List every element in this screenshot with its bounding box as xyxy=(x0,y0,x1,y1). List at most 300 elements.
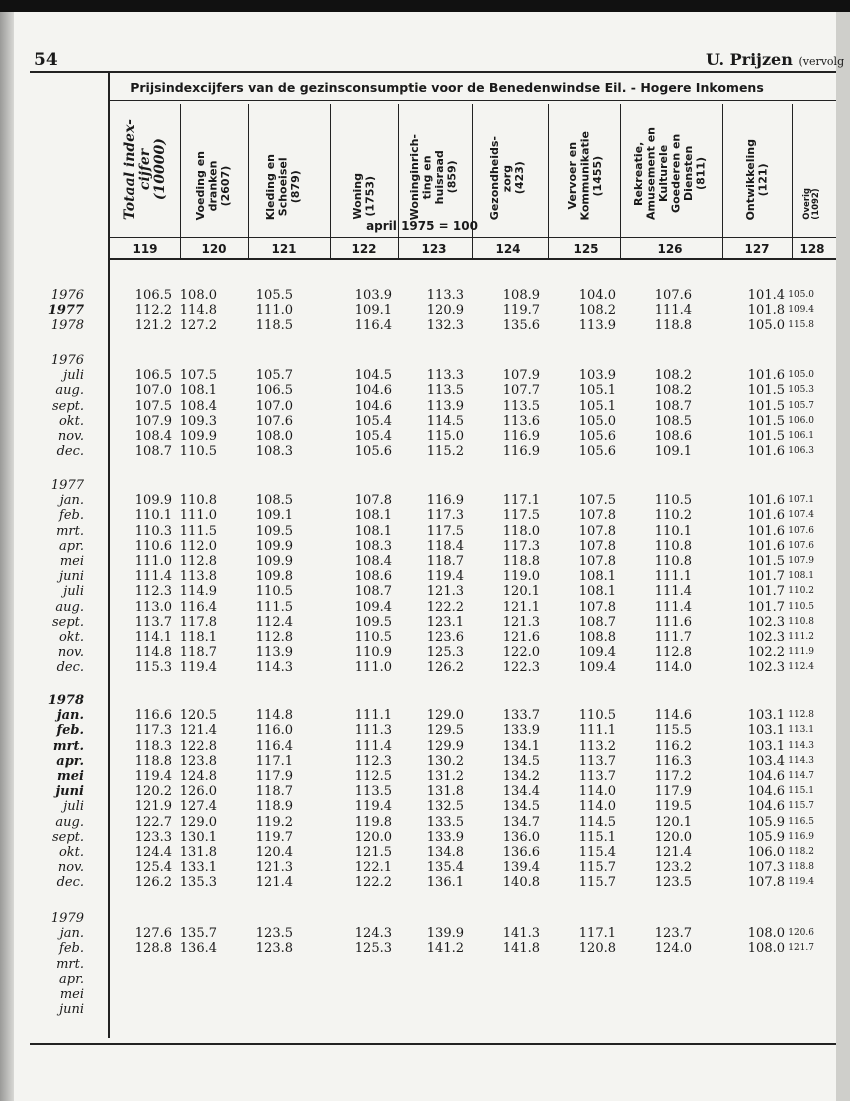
cell-col-125: 108.8 xyxy=(578,630,616,645)
table-row xyxy=(0,554,836,569)
cell-col-119: 115.3 xyxy=(134,660,172,676)
cell-col-119: 107.9 xyxy=(134,413,172,429)
cell-col-119: 112.3 xyxy=(134,584,172,600)
cell-col-124: 116.9 xyxy=(502,429,540,444)
table-row xyxy=(0,508,836,523)
cell-col-123: 132.3 xyxy=(426,318,464,334)
cell-col-121: 114.8 xyxy=(255,708,293,724)
cell-col-119: 114.8 xyxy=(134,645,172,661)
cell-col-122: 104.5 xyxy=(354,368,392,384)
cell-col-120: 129.0 xyxy=(179,814,217,830)
column-divider xyxy=(330,104,331,258)
column-header-119 xyxy=(110,104,180,220)
cell-col-121: 108.5 xyxy=(255,493,293,509)
cell-col-125: 115.7 xyxy=(578,860,616,876)
cell-col-126: 115.5 xyxy=(654,723,692,739)
table-row xyxy=(0,784,836,799)
table-row xyxy=(0,860,836,875)
cell-col-124: 107.7 xyxy=(502,383,540,399)
cell-col-127: 101.4 xyxy=(747,288,785,303)
cell-col-123: 122.2 xyxy=(426,599,464,615)
cell-col-122: 108.1 xyxy=(354,508,392,524)
row-label: mrt. xyxy=(56,523,84,539)
row-label: mei xyxy=(59,987,84,1002)
table-title: Prijsindexcijfers van de gezinsconsumptie voor de Benedenwindse Eil. - Hogere Inkomens xyxy=(130,80,764,95)
cell-col-128: 106.1 xyxy=(788,431,814,441)
cell-col-128: 112.4 xyxy=(788,662,814,673)
cell-col-123: 120.9 xyxy=(426,303,464,319)
cell-col-121: 112.8 xyxy=(255,630,293,645)
cell-col-124: 134.1 xyxy=(502,738,540,754)
running-head-title: U. Prijzen xyxy=(706,50,793,69)
cell-col-120: 113.8 xyxy=(179,569,217,585)
cell-col-119: 106.5 xyxy=(134,368,172,384)
cell-col-124: 133.7 xyxy=(502,708,540,724)
cell-col-127: 103.1 xyxy=(747,738,785,754)
cell-col-126: 118.8 xyxy=(654,318,692,334)
cell-col-119: 121.9 xyxy=(134,799,172,815)
cell-col-127: 103.1 xyxy=(747,723,785,739)
table-row xyxy=(0,368,836,383)
row-label: juli xyxy=(63,799,84,815)
cell-col-125: 108.7 xyxy=(578,614,616,630)
cell-col-123: 141.2 xyxy=(426,941,464,957)
cell-col-127: 101.6 xyxy=(747,493,785,509)
cell-col-123: 113.3 xyxy=(426,288,464,303)
row-label: dec. xyxy=(56,660,84,676)
cell-col-121: 118.9 xyxy=(255,799,293,815)
cell-col-122: 120.0 xyxy=(354,829,392,845)
cell-col-121: 106.5 xyxy=(255,383,293,399)
cell-col-122: 108.4 xyxy=(354,554,392,569)
table-row xyxy=(0,708,836,723)
column-header-122 xyxy=(330,104,398,220)
cell-col-123: 118.4 xyxy=(426,538,464,554)
section-year-label: 1976 xyxy=(50,353,84,368)
cell-col-125: 108.1 xyxy=(578,584,616,600)
column-header-124 xyxy=(472,104,544,220)
cell-col-121: 111.0 xyxy=(255,303,293,319)
cell-col-126: 111.1 xyxy=(654,569,692,585)
cell-col-121: 108.0 xyxy=(255,429,293,444)
cell-col-125: 111.1 xyxy=(578,723,616,739)
cell-col-127: 106.0 xyxy=(747,845,785,860)
cell-col-127: 101.5 xyxy=(747,429,785,444)
cell-col-128: 109.4 xyxy=(788,305,814,316)
cell-col-122: 112.5 xyxy=(354,769,392,784)
cell-col-121: 113.9 xyxy=(255,645,293,661)
cell-col-127: 101.5 xyxy=(747,383,785,399)
cell-col-122: 111.4 xyxy=(354,738,392,754)
cell-col-121: 109.9 xyxy=(255,554,293,569)
cell-col-123: 129.9 xyxy=(426,738,464,754)
cell-col-119: 118.3 xyxy=(134,738,172,754)
cell-col-124: 134.2 xyxy=(502,769,540,784)
cell-col-127: 101.5 xyxy=(747,398,785,414)
column-header-label: Woning (1753) xyxy=(350,173,376,220)
table-row xyxy=(0,754,836,769)
cell-col-128: 106.0 xyxy=(788,415,814,426)
cell-col-120: 116.4 xyxy=(179,599,217,615)
cell-col-124: 118.8 xyxy=(502,554,540,569)
column-number: 120 xyxy=(201,242,227,256)
cell-col-121: 119.7 xyxy=(255,829,293,845)
cell-col-120: 124.8 xyxy=(179,769,217,784)
cell-col-127: 102.3 xyxy=(747,614,785,630)
cell-col-120: 130.1 xyxy=(179,829,217,845)
cell-col-119: 111.0 xyxy=(134,554,172,569)
cell-col-122: 109.4 xyxy=(354,599,392,615)
cell-col-123: 115.0 xyxy=(426,429,464,444)
cell-col-128: 107.1 xyxy=(788,495,814,506)
cell-col-124: 141.3 xyxy=(502,926,540,942)
cell-col-128: 105.0 xyxy=(788,370,814,381)
cell-col-119: 108.7 xyxy=(134,444,172,460)
row-label: nov. xyxy=(57,429,84,444)
column-number: 121 xyxy=(271,242,297,256)
cell-col-125: 115.4 xyxy=(578,845,616,860)
cell-col-123: 132.5 xyxy=(426,799,464,815)
cell-col-128: 105.7 xyxy=(788,400,814,411)
column-header-label: Rekreatie, Amusement en Kulturele Goederen en Diensten (811) xyxy=(631,127,707,220)
cell-col-120: 121.4 xyxy=(179,723,217,739)
cell-col-120: 112.8 xyxy=(179,554,217,569)
cell-col-128: 113.1 xyxy=(788,725,814,736)
cell-col-120: 111.0 xyxy=(179,508,217,524)
cell-col-128: 110.8 xyxy=(788,616,814,627)
cell-col-124: 135.6 xyxy=(502,318,540,334)
cell-col-124: 116.9 xyxy=(502,444,540,460)
cell-col-119: 106.5 xyxy=(134,288,172,303)
cell-col-127: 102.2 xyxy=(747,645,785,661)
table-row xyxy=(0,815,836,830)
cell-col-128: 116.9 xyxy=(788,831,814,842)
section-year-label: 1977 xyxy=(50,478,84,493)
cell-col-123: 130.2 xyxy=(426,753,464,769)
table-row xyxy=(0,303,836,318)
table-row xyxy=(0,645,836,660)
cell-col-128: 105.0 xyxy=(788,290,814,300)
cell-col-124: 108.9 xyxy=(502,288,540,303)
cell-col-119: 123.3 xyxy=(134,829,172,845)
cell-col-124: 134.5 xyxy=(502,799,540,815)
cell-col-126: 107.6 xyxy=(654,288,692,303)
table-row xyxy=(0,739,836,754)
cell-col-128: 107.9 xyxy=(788,556,814,566)
cell-col-119: 110.6 xyxy=(134,538,172,554)
cell-col-122: 105.4 xyxy=(354,413,392,429)
cell-col-128: 110.5 xyxy=(788,601,814,612)
column-divider xyxy=(180,104,181,258)
cell-col-124: 121.6 xyxy=(502,630,540,645)
row-label: dec. xyxy=(56,875,84,891)
cell-col-125: 104.0 xyxy=(578,288,616,303)
cell-col-125: 107.8 xyxy=(578,599,616,615)
cell-col-125: 107.8 xyxy=(578,538,616,554)
scan-top-edge xyxy=(0,0,850,12)
column-header-127 xyxy=(722,104,792,220)
cell-col-123: 135.4 xyxy=(426,860,464,876)
column-divider xyxy=(620,104,621,258)
cell-col-126: 123.5 xyxy=(654,875,692,891)
cell-col-125: 105.6 xyxy=(578,429,616,444)
cell-col-120: 108.0 xyxy=(179,288,217,303)
page-number: 54 xyxy=(34,50,58,70)
next-page-edge xyxy=(836,0,850,1101)
table-row xyxy=(0,524,836,539)
cell-col-120: 123.8 xyxy=(179,753,217,769)
cell-col-119: 128.8 xyxy=(134,941,172,957)
cell-col-121: 119.2 xyxy=(255,814,293,830)
row-label: 1976 xyxy=(50,288,84,303)
cell-col-122: 111.3 xyxy=(354,723,392,739)
cell-col-119: 122.7 xyxy=(134,814,172,830)
cell-col-126: 111.7 xyxy=(654,630,692,645)
cell-col-121: 107.6 xyxy=(255,413,293,429)
table-row xyxy=(0,987,836,1002)
cell-col-122: 111.0 xyxy=(354,660,392,676)
row-label: apr. xyxy=(59,538,84,554)
cell-col-123: 136.1 xyxy=(426,875,464,891)
cell-col-120: 118.1 xyxy=(179,630,217,645)
cell-col-125: 105.0 xyxy=(578,413,616,429)
cell-col-121: 117.1 xyxy=(255,753,293,769)
row-label: dec. xyxy=(56,444,84,460)
cell-col-120: 133.1 xyxy=(179,860,217,876)
cell-col-122: 113.5 xyxy=(354,784,392,800)
cell-col-127: 105.9 xyxy=(747,829,785,845)
table-row xyxy=(0,769,836,784)
cell-col-120: 107.5 xyxy=(179,368,217,384)
cell-col-123: 139.9 xyxy=(426,926,464,942)
cell-col-123: 121.3 xyxy=(426,584,464,600)
table-row xyxy=(0,429,836,444)
cell-col-121: 108.3 xyxy=(255,444,293,460)
row-label: nov. xyxy=(57,645,84,661)
row-label: sept. xyxy=(51,614,84,630)
cell-col-122: 110.5 xyxy=(354,630,392,645)
cell-col-123: 118.7 xyxy=(426,554,464,569)
table-row xyxy=(0,723,836,738)
cell-col-123: 114.5 xyxy=(426,413,464,429)
column-number: 128 xyxy=(799,242,825,256)
cell-col-127: 105.0 xyxy=(747,318,785,334)
cell-col-128: 116.5 xyxy=(788,816,814,827)
cell-col-124: 121.1 xyxy=(502,599,540,615)
table-row xyxy=(0,845,836,860)
column-number: 126 xyxy=(657,242,683,256)
cell-col-119: 111.4 xyxy=(134,569,172,585)
cell-col-119: 113.0 xyxy=(134,599,172,615)
cell-col-125: 107.8 xyxy=(578,554,616,569)
cell-col-123: 131.8 xyxy=(426,784,464,800)
table-row xyxy=(0,288,836,303)
row-label: juli xyxy=(63,584,84,600)
row-label: juni xyxy=(55,784,84,800)
table-row xyxy=(0,493,836,508)
column-divider xyxy=(248,104,249,258)
cell-col-120: 114.8 xyxy=(179,303,217,319)
column-header-125 xyxy=(548,104,624,220)
cell-col-125: 109.4 xyxy=(578,645,616,661)
cell-col-121: 110.5 xyxy=(255,584,293,600)
table-row xyxy=(0,630,836,645)
cell-col-127: 101.7 xyxy=(747,599,785,615)
cell-col-119: 118.8 xyxy=(134,753,172,769)
cell-col-126: 120.0 xyxy=(654,829,692,845)
table-row xyxy=(0,318,836,333)
section-title-row xyxy=(0,693,836,708)
cell-col-126: 110.8 xyxy=(654,554,692,569)
cell-col-119: 109.9 xyxy=(134,493,172,509)
cell-col-119: 126.2 xyxy=(134,875,172,891)
row-label: mei xyxy=(57,769,84,784)
cell-col-127: 104.6 xyxy=(747,784,785,800)
cell-col-120: 109.9 xyxy=(179,429,217,444)
row-label: nov. xyxy=(57,860,84,876)
cell-col-122: 121.5 xyxy=(354,845,392,860)
cell-col-126: 123.2 xyxy=(654,860,692,876)
row-label: jan. xyxy=(59,926,84,942)
cell-col-124: 121.3 xyxy=(502,614,540,630)
cell-col-128: 107.4 xyxy=(788,510,814,521)
cell-col-127: 101.7 xyxy=(747,569,785,585)
cell-col-128: 115.1 xyxy=(788,786,814,797)
cell-col-122: 104.6 xyxy=(354,383,392,399)
cell-col-123: 115.2 xyxy=(426,444,464,460)
cell-col-128: 114.3 xyxy=(788,740,814,751)
section-title-row xyxy=(0,353,836,368)
cell-col-124: 113.5 xyxy=(502,398,540,414)
cell-col-121: 114.3 xyxy=(255,660,293,676)
cell-col-119: 112.2 xyxy=(134,303,172,319)
cell-col-124: 136.6 xyxy=(502,845,540,860)
cell-col-125: 114.5 xyxy=(578,814,616,830)
cell-col-123: 117.3 xyxy=(426,508,464,524)
cell-col-127: 108.0 xyxy=(747,926,785,942)
cell-col-123: 117.5 xyxy=(426,523,464,539)
cell-col-119: 124.4 xyxy=(134,845,172,860)
cell-col-127: 107.3 xyxy=(747,860,785,876)
cell-col-122: 122.2 xyxy=(354,875,392,891)
cell-col-123: 134.8 xyxy=(426,845,464,860)
cell-col-128: 105.3 xyxy=(788,385,814,396)
cell-col-124: 122.3 xyxy=(502,660,540,676)
cell-col-127: 102.3 xyxy=(747,630,785,645)
table-row xyxy=(0,957,836,972)
cell-col-119: 114.1 xyxy=(134,630,172,645)
cell-col-121: 118.5 xyxy=(255,318,293,334)
cell-col-124: 120.1 xyxy=(502,584,540,600)
cell-col-125: 105.6 xyxy=(578,444,616,460)
column-header-label: Totaal index- cijfer (10000) xyxy=(121,118,168,220)
cell-col-124: 119.0 xyxy=(502,569,540,585)
cell-col-126: 120.1 xyxy=(654,814,692,830)
header-rule xyxy=(30,71,836,73)
cell-col-119: 117.3 xyxy=(134,723,172,739)
cell-col-125: 113.2 xyxy=(578,738,616,754)
cell-col-122: 108.3 xyxy=(354,538,392,554)
column-number: 125 xyxy=(573,242,599,256)
cell-col-125: 110.5 xyxy=(578,708,616,724)
cell-col-120: 114.9 xyxy=(179,584,217,600)
cell-col-126: 114.6 xyxy=(654,708,692,724)
cell-col-121: 105.7 xyxy=(255,368,293,384)
cell-col-122: 109.5 xyxy=(354,614,392,630)
column-header-123 xyxy=(398,104,470,220)
cell-col-119: 121.2 xyxy=(134,318,172,334)
cell-col-124: 140.8 xyxy=(502,875,540,891)
cell-col-123: 119.4 xyxy=(426,569,464,585)
table-row xyxy=(0,941,836,956)
column-number: 127 xyxy=(744,242,770,256)
cell-col-120: 136.4 xyxy=(179,941,217,957)
row-label: jan. xyxy=(56,708,84,724)
table-row xyxy=(0,539,836,554)
cell-col-123: 131.2 xyxy=(426,769,464,784)
cell-col-124: 122.0 xyxy=(502,645,540,661)
cell-col-125: 114.0 xyxy=(578,799,616,815)
cell-col-124: 119.7 xyxy=(502,303,540,319)
cell-col-127: 107.8 xyxy=(747,875,785,891)
cell-col-127: 101.6 xyxy=(747,444,785,460)
cell-col-122: 107.8 xyxy=(354,493,392,509)
cell-col-124: 139.4 xyxy=(502,860,540,876)
cell-col-120: 135.3 xyxy=(179,875,217,891)
column-divider xyxy=(722,104,723,258)
cell-col-127: 105.9 xyxy=(747,814,785,830)
cell-col-120: 120.5 xyxy=(179,708,217,724)
cell-col-121: 118.7 xyxy=(255,784,293,800)
cell-col-120: 109.3 xyxy=(179,413,217,429)
cell-col-119: 110.3 xyxy=(134,523,172,539)
table-row xyxy=(0,444,836,459)
cell-col-121: 121.4 xyxy=(255,875,293,891)
cell-col-123: 123.6 xyxy=(426,630,464,645)
row-label: okt. xyxy=(58,413,84,429)
cell-col-122: 119.8 xyxy=(354,814,392,830)
row-label: feb. xyxy=(56,723,84,739)
cell-col-121: 107.0 xyxy=(255,398,293,414)
cell-col-126: 108.2 xyxy=(654,383,692,399)
cell-col-119: 108.4 xyxy=(134,429,172,444)
cell-col-127: 101.5 xyxy=(747,554,785,569)
column-number: 119 xyxy=(132,242,158,256)
cell-col-124: 133.9 xyxy=(502,723,540,739)
cell-col-128: 112.8 xyxy=(788,710,814,721)
table-row xyxy=(0,875,836,890)
table-row xyxy=(0,830,836,845)
cell-col-121: 123.5 xyxy=(255,926,293,942)
cell-col-126: 124.0 xyxy=(654,941,692,957)
table-row xyxy=(0,600,836,615)
cell-col-124: 113.6 xyxy=(502,413,540,429)
cell-col-128: 106.3 xyxy=(788,446,814,457)
table-row xyxy=(0,399,836,414)
cell-col-120: 111.5 xyxy=(179,523,217,539)
cell-col-123: 133.9 xyxy=(426,829,464,845)
cell-col-126: 110.8 xyxy=(654,538,692,554)
table-row xyxy=(0,926,836,941)
cell-col-121: 116.0 xyxy=(255,723,293,739)
base-period: april 1975 = 100 xyxy=(366,219,478,233)
cell-col-128: 119.4 xyxy=(788,877,814,888)
cell-col-121: 109.9 xyxy=(255,538,293,554)
column-header-121 xyxy=(248,104,320,220)
running-head-cont: (vervolg xyxy=(798,55,845,68)
cell-col-123: 125.3 xyxy=(426,645,464,661)
cell-col-121: 120.4 xyxy=(255,845,293,860)
